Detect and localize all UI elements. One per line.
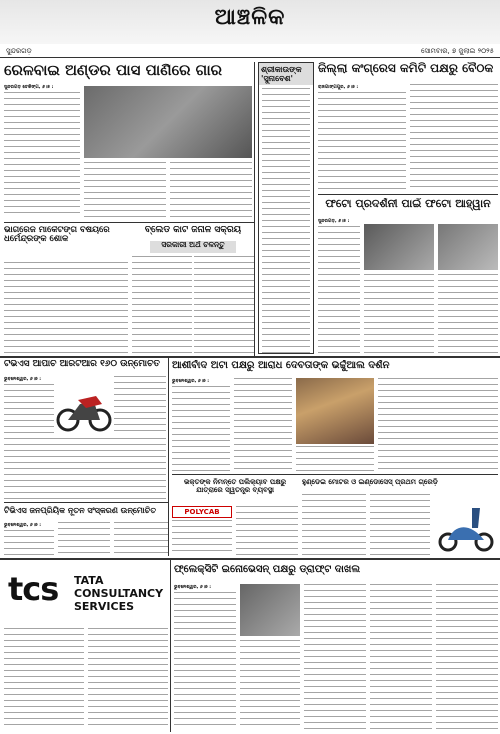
- article-8-body-col2: [234, 378, 292, 472]
- article-2-headline: ଶ୍ରୀକାଉଙ୍କ 'ସୁନାବେଶ': [259, 63, 313, 85]
- article-3-body-col2: [410, 84, 498, 192]
- scooter-photo: [434, 494, 498, 554]
- tcs-body-col2: [88, 628, 168, 730]
- divider-full: [0, 356, 500, 358]
- article-10-body-col2: [370, 494, 430, 556]
- article-7-byline: ଭୁବନେଶ୍ୱର, ୬।୭ :: [4, 377, 42, 382]
- divider: [318, 194, 498, 195]
- article-8-photo: [296, 378, 374, 444]
- tcs-advertisement: [4, 562, 168, 624]
- motorcycle-icon: [56, 382, 112, 434]
- article-7-body-col2: [114, 376, 166, 436]
- article-8-body-col3: [378, 378, 498, 472]
- article-12-body-col4: [370, 584, 432, 730]
- article-8-body-col1: [172, 386, 230, 472]
- article-5-headline: ଭାଗିରେଜ ମାର୍କେଟିଙ୍ଗ ବିଷୟରେ ଧର୍ମେନ୍ଦ୍ରଙ୍କ ଶୋକ: [4, 226, 110, 245]
- column-rule: [170, 560, 171, 732]
- article-4-body-col3: [438, 274, 498, 354]
- article-8-headline: ଆଶୀର୍ବାଦ ଅଟା ପକ୍ଷରୁ ଆରାଧ ଦେବତାଙ୍କ ଭର୍ଚ୍ଚୁଆଲ ଦର୍ଶନ: [172, 360, 390, 371]
- article-4-headline: ଫଟୋ ପ୍ରଦର୍ଶନୀ ପାଇଁ ଫଟୋ ଆହ୍ୱାନ: [325, 198, 491, 210]
- divider-full: [0, 558, 500, 560]
- article-4-body-col1: [318, 226, 360, 354]
- article-11-body-col1: [4, 530, 54, 556]
- tcs-brand-line2: CONSULTANCY: [74, 587, 164, 600]
- article-12-body-col3: [304, 584, 366, 730]
- article-4-photo-2: [438, 224, 498, 270]
- article-2-box: [258, 62, 314, 354]
- tcs-logo: tcs: [8, 570, 59, 608]
- masthead: [0, 0, 500, 44]
- article-12-body-col1: [174, 592, 236, 730]
- article-11-headline: ଟିଭିଏସ ଜନପ୍ରିୟିକ ନୂତନ ସଂସ୍କରଣ ଉନ୍ମୋଚିତ: [4, 506, 157, 515]
- divider: [172, 474, 498, 475]
- article-4-body-col2: [364, 274, 434, 354]
- article-9-body-col2: [236, 506, 298, 556]
- article-7-body-full: [4, 438, 166, 500]
- article-8-byline: ଭୁବନେଶ୍ୱର, ୬।୭ :: [172, 379, 210, 384]
- article-1-byline: ସୁନ୍ଦରଗଡ଼ ଚେକିଙ୍ଗ, ୬।୭ :: [4, 85, 54, 90]
- article-8-caption: [296, 446, 374, 472]
- dateline-date: ସୋମବାର, ୭ ଜୁଲାଇ ୨୦୨୫: [420, 47, 494, 55]
- article-9-body-col1: [172, 520, 232, 556]
- article-6-subhead: ସରକାରୀ ଅର୍ଥ ଚଳନ୍ତୁ: [150, 241, 236, 253]
- article-4-photo: [364, 224, 434, 270]
- scooter-icon: [434, 494, 498, 554]
- article-11-byline: ଭୁବନେଶ୍ୱର, ୬।୭ :: [4, 523, 42, 528]
- section-title: ଆଞ୍ଚଳିକ: [214, 4, 286, 30]
- tcs-body-col1: [4, 628, 84, 730]
- article-1-body-col1: [4, 92, 80, 218]
- article-1-body-col2: [84, 162, 166, 218]
- tcs-brand-line1: TATA: [74, 574, 104, 587]
- column-rule: [168, 358, 169, 556]
- article-10-headline: ହୁଣ୍ଡେଇ ମୋଟର ଓ ଇଣ୍ଡୋସେସ୍ ପ୍ରଥମ ଗ୍ରେଡ଼ି: [302, 478, 438, 486]
- dateline: [0, 44, 500, 58]
- polycab-logo: POLYCAB: [172, 506, 232, 518]
- article-7-body-col1: [4, 384, 54, 436]
- tcs-brand-line3: SERVICES: [74, 600, 135, 613]
- article-11-body-col3: [114, 522, 168, 556]
- dateline-location: ସୁନ୍ଦରଗଡ଼: [6, 47, 32, 55]
- article-1-body-col3: [170, 162, 252, 218]
- article-5-body: [4, 262, 128, 354]
- article-4-byline: ସୁନ୍ଦରଗଡ଼, ୬।୭ :: [318, 219, 350, 224]
- article-9-headline: ଭକ୍ତଙ୍କ ନିମନ୍ତେ ପଲିକ୍ୟାବ ପକ୍ଷରୁ ଯାତ୍ରାରେ ସ୍ୱତନ୍ତ୍ର ବ୍ୟବସ୍ଥା: [183, 478, 287, 494]
- article-1-photo: [84, 86, 252, 158]
- article-3-byline: ରାଜଗାଙ୍ଗପୁର, ୬।୭ :: [318, 85, 359, 90]
- article-1-headline: ରେଳବାଇ ଅଣ୍ଡର ପାସ ପାଣିରେ ଗାର: [4, 62, 222, 79]
- divider: [4, 222, 254, 223]
- article-12-body-col2: [240, 640, 300, 730]
- motorcycle-photo: [56, 382, 112, 434]
- article-2-body: [262, 88, 310, 354]
- article-10-body-col1: [302, 494, 366, 556]
- article-12-headline: ଫ୍ଲେକ୍ସିଟି ଇନୋଭେସନ୍ ପକ୍ଷରୁ ଡ୍ରାଫ୍ଟ ଦାଖଲ: [174, 564, 361, 575]
- article-6-body-col2: [194, 256, 254, 354]
- article-11-body-col2: [58, 522, 110, 556]
- divider: [4, 502, 168, 503]
- article-6-body-col1: [132, 256, 192, 354]
- article-12-byline: ଭୁବନେଶ୍ୱର, ୬।୭ :: [174, 585, 212, 590]
- column-rule: [254, 62, 255, 356]
- article-12-photo: [240, 584, 300, 636]
- article-3-body-col1: [318, 92, 406, 192]
- article-7-headline: ଟିଭିଏସ ଆପାଚି ଆରଟିଆର ୧୬୦ ଉନ୍ମୋଚିତ: [4, 360, 160, 369]
- article-3-headline: ଜିଲ୍ଲା କଂଗ୍ରେସ କମିଟି ପକ୍ଷରୁ ବୈଠକ: [318, 62, 494, 75]
- article-12-body-col5: [436, 584, 498, 730]
- article-6-headline: ବ୍ଲେଡ କାର୍ଟ ଜନାଳ ସକ୍ରିୟ: [144, 226, 242, 235]
